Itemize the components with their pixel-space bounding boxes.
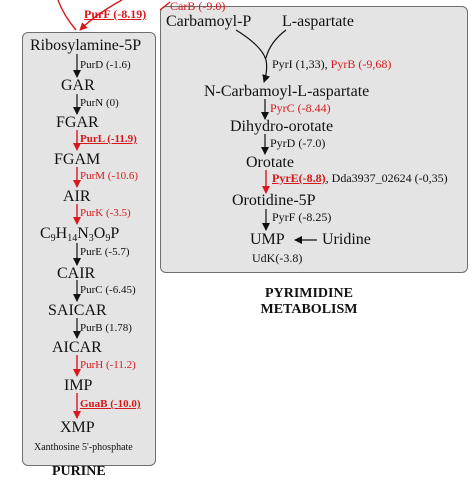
ump-node: UMP (250, 231, 285, 248)
pyrc-enzyme-label: PyrC (-8.44) (270, 101, 331, 115)
pyrd-enzyme-label: PyrD (-7.0) (270, 136, 326, 150)
fgar-node: FGAR (56, 114, 99, 131)
purd-enzyme-label: PurD (-1.6) (80, 59, 131, 71)
pyrimidine-title-line2: METABOLISM (260, 302, 358, 317)
arrow-purf-in-left (58, 0, 76, 30)
n-carbamoyl-aspartate-node: N-Carbamoyl-L-aspartate (204, 83, 370, 100)
fgam-node: FGAM (54, 151, 101, 168)
guab-enzyme-label: GuaB (-10.0) (80, 398, 141, 410)
purk-enzyme-label: PurK (-3.5) (80, 207, 131, 219)
carbamoyl-p-node: Carbamoyl-P (166, 13, 252, 30)
pyre-enzyme-label: PyrE(-8.8) (272, 171, 326, 185)
purm-enzyme-label: PurM (-10.6) (80, 170, 139, 182)
l-aspartate-node: L-aspartate (282, 13, 354, 30)
udk-enzyme-label: UdK(-3.8) (252, 251, 303, 265)
orotate-node: Orotate (246, 154, 294, 171)
c9h14n3o9p-node: $C_9H_{14}N_3O_9P$ (40, 225, 120, 244)
pyrf-enzyme-label: PyrF (-8.25) (272, 210, 332, 224)
pyre-dda-labels (272, 172, 448, 184)
purn-enzyme-label: PurN (0) (80, 97, 119, 109)
aicar-node: AICAR (52, 339, 102, 356)
pure-enzyme-label: PurE (-5.7) (80, 246, 130, 258)
dda-enzyme-label: , Dda3937_02624 (-0,35) (325, 171, 448, 185)
pyrb-enzyme-label: PyrB (-9,68) (330, 57, 392, 71)
gar-node: GAR (61, 77, 95, 94)
pyri-pyrb-labels (272, 58, 391, 70)
purf-enzyme-label: PurF (-8.19) (84, 7, 147, 21)
orotidine-5p-node: Orotidine-5P (232, 192, 316, 209)
imp-node: IMP (64, 377, 93, 394)
pyri-enzyme-label: PyrI (1,33), (272, 57, 328, 71)
purine-title: PURINE (52, 464, 106, 479)
dihydro-orotate-node: Dihydro-orotate (230, 118, 334, 135)
purl-enzyme-label: PurL (-11.9) (80, 133, 137, 145)
cair-node: CAIR (57, 265, 96, 282)
purc-enzyme-label: PurC (-6.45) (80, 284, 136, 296)
purh-enzyme-label: PurH (-11.2) (80, 359, 136, 371)
purb-enzyme-label: PurB (1.78) (80, 322, 132, 334)
uridine-node: Uridine (322, 231, 371, 248)
saicar-node: SAICAR (48, 302, 107, 319)
carb-enzyme-label: CarB (-9.0) (170, 0, 226, 13)
pyrimidine-title-line1: PYRIMIDINE (265, 286, 353, 301)
xmp-node: XMP (60, 419, 95, 436)
ribosylamine-node: Ribosylamine-5P (30, 37, 142, 54)
xmp-full-name: Xanthosine 5'-phosphate (34, 442, 133, 453)
air-node: AIR (63, 188, 91, 205)
